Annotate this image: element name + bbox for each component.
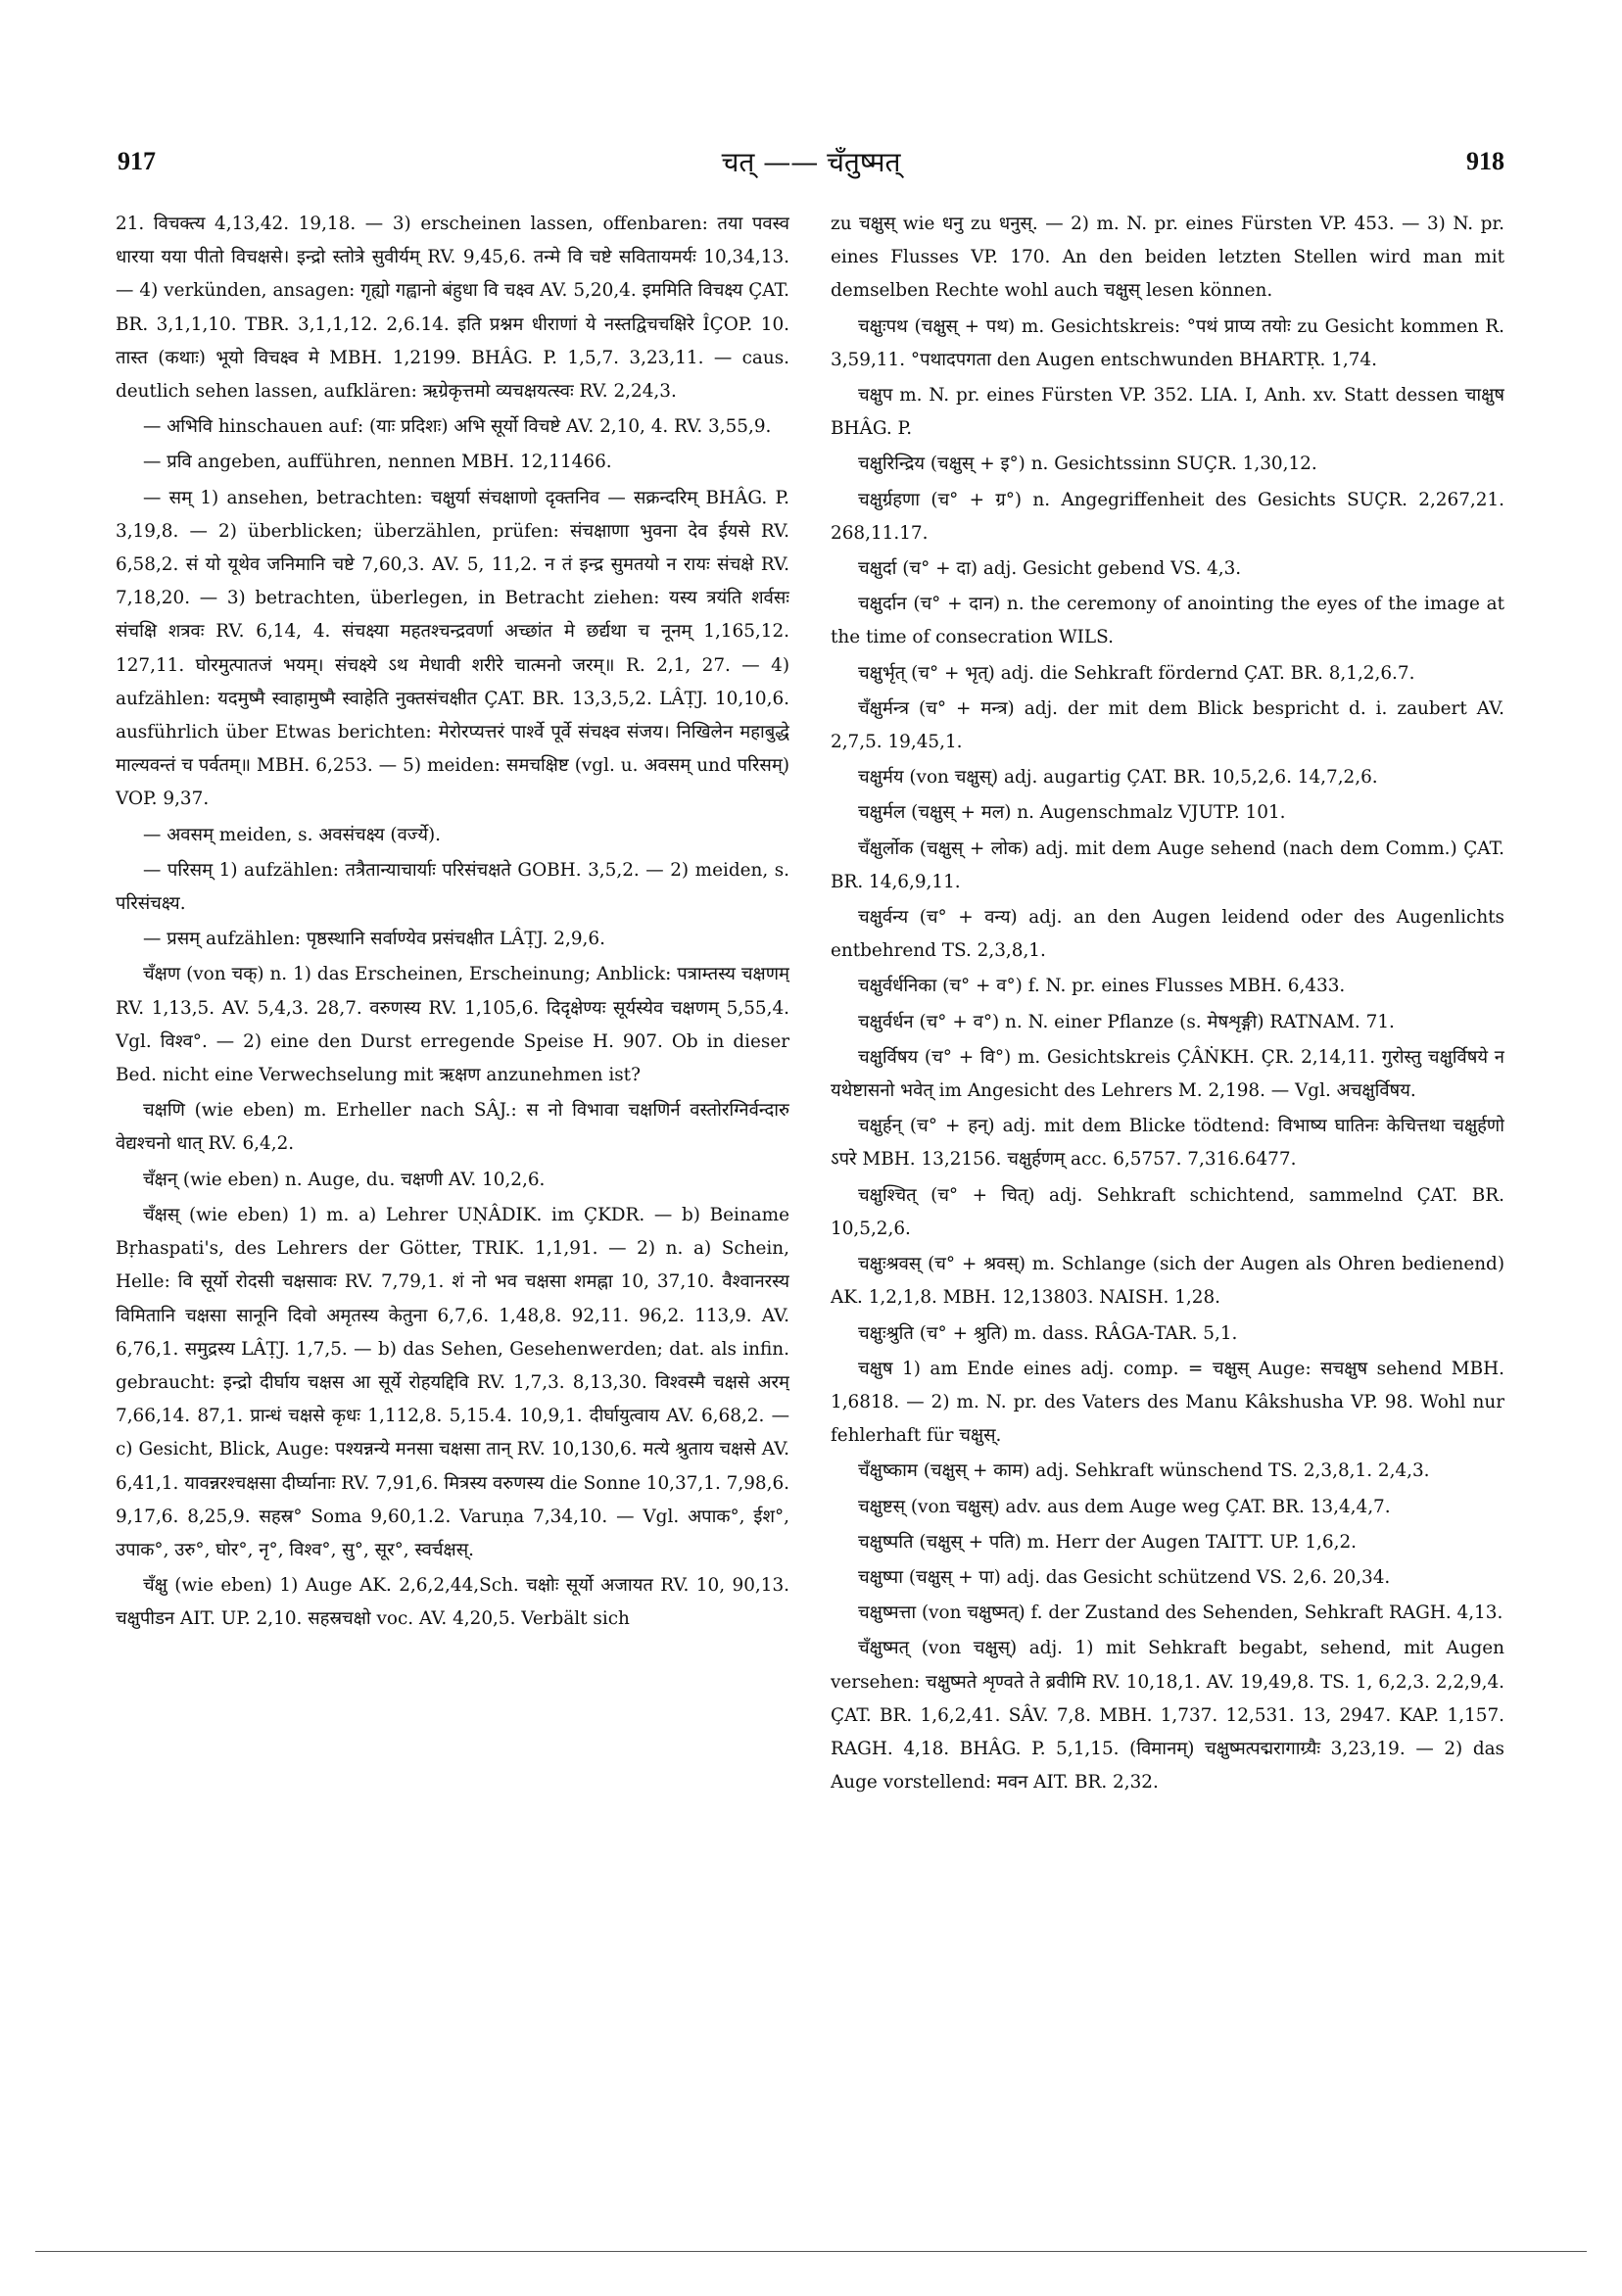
dictionary-entry: चक्षुष्मत्ता (von चक्षुष्मत्) f. der Zustand des Sehenden, Sehkraft RAGH. 4,13. (858, 1602, 1503, 1624)
dictionary-entry: चँक्षन् (wie eben) n. Auge, du. चक्षणी AV. 10,2,6. (143, 1169, 546, 1190)
dictionary-entry: चँक्षुर्लोक (चक्षुस् + लोक) adj. mit dem Auge sehend (nach dem Comm.) ÇAT. BR. 14,6,9,11. (831, 837, 1504, 892)
dictionary-entry: चक्षुर्मय (von चक्षुस्) adj. augartig ÇAT. BR. 10,5,2,6. 14,7,2,6. (858, 767, 1378, 789)
dictionary-entry: चँक्षण (von चक्) n. 1) das Erscheinen, Erscheinung; Anblick: पत्राम्तस्य चक्षणम् RV. 1,13,5. AV. 5,4,3. 28,7. वरुणस्य RV. 1,105,6. दिदृक्षेण्यः सूर्यस्येव चक्षणम् 5,55,4. Vgl. विश्व°. — 2) eine den Durst erregende Speise H. 907. Ob in dieser Bed. nicht eine Verwechselung mit ऋक्षण anzunehmen ist? (116, 964, 789, 1086)
dictionary-entry: चक्षुश्चित् (च° + चित्) adj. Sehkraft schichtend, sammelnd ÇAT. BR. 10,5,2,6. (831, 1184, 1504, 1239)
dictionary-entry: चक्षुष 1) am Ende eines adj. comp. = चक्षुस् Auge: सचक्षुष sehend MBH. 1,6818. — 2) m. N. pr. des Vaters des Manu Kâkshusha VP. 98. Wohl nur fehlerhaft für चक्षुस्. (831, 1358, 1504, 1447)
dictionary-entry: चक्षुर्विषय (च° + वि°) m. Gesichtskreis ÇÂṄKH. ÇR. 2,14,11. गुरोस्तु चक्षुर्विषये न यथेष्टासनो भवेत् im Angesicht des Lehrers M. 2,198. — Vgl. अचक्षुर्विषय. (831, 1046, 1504, 1102)
dictionary-entry: चँक्षुष्काम (चक्षुस् + काम) adj. Sehkraft wünschend TS. 2,3,8,1. 2,4,3. (858, 1460, 1430, 1482)
right-column (831, 208, 1504, 2069)
left-column (116, 208, 789, 2069)
dictionary-entry: 21. विचक्त्य 4,13,42. 19,18. — 3) erscheinen lassen, offenbaren: तया पवस्व धारया यया पीतो विचक्षसे। इन्द्रो स्तोत्रे सुवीर्यम् RV. 9,45,6. तन्मे वि चष्टे सवितायमर्यः 10,34,13. — 4) verkünden, ansagen: गृह्यो गह्वानो बंहुधा वि चक्ष्व AV. 5,20,4. इममिति विचक्ष्य ÇAT. BR. 3,1,1,10. TBR. 3,1,1,12. 2,6.14. इति प्रश्नम धीराणां ये नस्तद्विचचक्षिरे ÎÇOP. 10. तास्त (कथाः) भूयो विचक्ष्व मे MBH. 1,2199. BHÂG. P. 1,5,7. 3,23,11. — caus. deutlich sehen lassen, aufklären: ऋग्रेकृत्तमो व्यचक्षयत्स्वः RV. 2,24,3. (116, 214, 789, 403)
dictionary-entry: चँक्षुर्मन्त्र (च° + मन्त्र) adj. der mit dem Blick bespricht d. i. zaubert AV. 2,7,5. 19,45,1. (831, 697, 1504, 753)
dictionary-entry: — परिसम् 1) aufzählen: तत्रैतान्याचार्याः परिसंचक्षते GOBH. 3,5,2. — 2) meiden, s. परिसंचक्ष्य. (116, 859, 789, 915)
dictionary-entry: — अभिवि hinschauen auf: (याः प्रदिशः) अभि सूर्यो विचष्टे AV. 2,10, 4. RV. 3,55,9. (143, 416, 772, 438)
dictionary-entry: चक्षुर्ग्रहणा (च° + ग्र°) n. Angegriffenheit des Gesichts SUÇR. 2,267,21. 268,11.17. (831, 489, 1504, 544)
dictionary-entry: चक्षुप m. N. pr. eines Fürsten VP. 352. LIA. I, Anh. xv. Statt dessen चाक्षुष BHÂG. P. (831, 385, 1504, 440)
page-header (118, 147, 1504, 196)
dictionary-entry: — प्रवि angeben, aufführen, nennen MBH. 12,11466. (143, 452, 612, 473)
dictionary-entry: चक्षुःश्रुति (च° + श्रुति) m. dass. RÂGA-TAR. 5,1. (858, 1322, 1238, 1344)
dictionary-entry: चँक्षस् (wie eben) 1) m. a) Lehrer UṆÂDIK. im ÇKDR. — b) Beiname Bṛhaspati's, des Lehrers der Götter, TRIK. 1,1,91. — 2) n. a) Schein, Helle: वि सूर्यो रोदसी चक्षसावः RV. 7,79,1. शं नो भव चक्षसा शमह्ना 10, 37,10. वैश्वानरस्य विमितानि चक्षसा सानूनि दिवो अमृतस्य केतुना 6,7,6. 1,48,8. 92,11. 96,2. 113,9. AV. 6,76,1. समुद्रस्य LÂṬJ. 1,7,5. — b) das Sehen, Gesehenwerden; dat. als infin. gebraucht: इन्द्रो दीर्घाय चक्षस आ सूर्ये रोहयद्दिवि RV. 1,7,3. 8,13,30. विश्वस्मै चक्षसे अरम् 7,66,14. 87,1. प्रान्धं चक्षसे कृधः 1,112,8. 5,15.4. 10,9,1. दीर्घायुत्वाय AV. 6,68,2. — c) Gesicht, Blick, Auge: पश्यन्नन्ये मनसा चक्षसा तान् RV. 10,130,6. मत्ये श्रुताय चक्षसे AV. 6,41,1. यावन्नरश्चक्षसा दीर्घ्यानाः RV. 7,91,6. मित्रस्य वरुणस्य die Sonne 10,37,1. 7,98,6. 9,17,6. 8,25,9. सहस्र° Soma 9,60,1.2. Varuṇa 7,34,10. — Vgl. अपाक°, ईश°, उपाक°, उरु°, घोर°, नृ°, विश्व°, सु°, सूर°, स्वर्चक्षस्. (116, 1204, 789, 1560)
dictionary-entry: चक्षुर्दा (च° + दा) adj. Gesicht gebend VS. 4,3. (858, 558, 1242, 580)
dictionary-entry: zu चक्षुस् wie धनु zu धनुस्. — 2) m. N. pr. eines Fürsten VP. 453. — 3) N. pr. eines Flusses VP. 170. An den beiden letzten Stellen wird man mit demselben Rechte wohl auch चक्षुस् lesen können. (831, 214, 1504, 302)
dictionary-entry: चक्षणि (wie eben) m. Erheller nach SÂJ.: स नो विभावा चक्षणिर्न वस्तोरग्निर्वन्दारु वेद्यश्चनो धात् RV. 6,4,2. (116, 1100, 789, 1155)
page-number-right: 918 (1466, 147, 1504, 175)
dictionary-entry: चक्षुर्भृत् (च° + भृत्) adj. die Sehkraft fördernd ÇAT. BR. 8,1,2,6.7. (858, 662, 1415, 684)
dictionary-entry: चक्षुर्वर्धनिका (च° + व°) f. N. pr. eines Flusses MBH. 6,433. (858, 976, 1346, 997)
dictionary-entry: चक्षुर्मल (चक्षुस् + मल) n. Augenschmalz VJUTP. 101. (858, 802, 1286, 824)
dictionary-entry: चक्षुःश्रवस् (च° + श्रवस्) m. Schlange (sich der Augen als Ohren bedienend) AK. 1,2,1,8. MBH. 12,13803. NAISH. 1,28. (831, 1254, 1504, 1309)
dictionary-entry: चक्षुर्हन् (च° + हन्) adj. mit dem Blicke tödtend: विभाष्य घातिनः केचित्तथा चक्षुर्हणो ऽपरे MBH. 13,2156. चक्षुर्हणम् acc. 6,5757. 7,316.6477. (831, 1116, 1504, 1171)
dictionary-entry: चँक्षुष्मत् (von चक्षुस्) adj. 1) mit Sehkraft begabt, sehend, mit Augen versehen: चक्षुष्मते शृण्वते ते ब्रवीमि RV. 10,18,1. AV. 19,49,8. TS. 1, 6,2,3. 2,2,9,4. ÇAT. BR. 1,6,2,41. SÂV. 7,8. MBH. 1,737. 12,531. 13, 2947. KAP. 1,157. RAGH. 4,18. BHÂG. P. 5,1,15. (विमानम्) चक्षुष्मत्पद्मरागाग्र्यैः 3,23,19. — 2) das Auge vorstellend: मवन AIT. BR. 2,32. (831, 1638, 1504, 1794)
dictionary-entry: चक्षुःपथ (चक्षुस् + पथ) m. Gesichtskreis: °पथं प्राप्य तयोः zu Gesicht kommen R. 3,59,11. °पथादपगता den Augen entschwunden BHARTṚ. 1,74. (831, 315, 1504, 370)
dictionary-entry: — सम् 1) ansehen, betrachten: चक्षुर्या संचक्षाणो दृक्तनिव — सक्रन्दरिम् BHÂG. P. 3,19,8. — 2) überblicken; überzählen, prüfen: संचक्षाणा भुवना देव ईयसे RV. 6,58,2. सं यो यूथेव जनिमानि चष्टे 7,60,3. AV. 5, 11,2. न तं इन्द्र सुमतयो न रायः संचक्षे RV. 7,18,20. — 3) betrachten, überlegen, in Betracht ziehen: यस्य त्रयंति शर्वसः संचक्षि शत्रवः RV. 6,14, 4. संचक्ष्या महतश्चन्द्रवर्णा अच्छांत मे छर्द्यथा च नूनम् 1,165,12. 127,11. घोरमुत्पातजं भयम्। संचक्ष्ये ऽथ मेधावी शरीरे चात्मनो जरम्॥ R. 2,1, 27. — 4) aufzählen: यदमुष्मै स्वाहामुष्मै स्वाहेति नुक्तसंचक्षीत ÇAT. BR. 13,3,5,2. LÂṬJ. 10,10,6. ausführlich über Etwas berichten: मेरोरप्यत्तरं पार्श्वे पूर्वे संचक्ष्व संजय। निखिलेन महाबुद्धे माल्यवन्तं च पर्वतम्॥ MBH. 6,253. — 5) meiden: समचक्षिष्ट (vgl. u. अवसम् und परिसम्) VOP. 9,37. (116, 487, 789, 810)
dictionary-entry: चक्षुर्दान (च° + दान) n. the ceremony of anointing the eyes of the image at the time of consecration WILS. (831, 594, 1504, 648)
running-head: चत् —— चँतुष्मत् (721, 146, 901, 178)
dictionary-entry: — प्रसम् aufzählen: पृष्ठस्थानि सर्वाण्येव प्रसंचक्षीत LÂṬJ. 2,9,6. (143, 929, 605, 950)
dictionary-entry: — अवसम् meiden, s. अवसंचक्ष्य (वर्ज्ये). (143, 824, 442, 845)
page-number-left: 917 (118, 147, 156, 175)
dictionary-entry: चक्षुरिन्द्रिय (चक्षुस् + इ°) n. Gesichtssinn SUÇR. 1,30,12. (858, 454, 1317, 475)
bottom-rule (35, 2251, 1587, 2252)
dictionary-entry: चक्षुर्वन्य (च° + वन्य) adj. an den Augen leidend oder des Augenlichts entbehrend TS. 2,3,8,1. (831, 907, 1504, 962)
dictionary-entry: चँक्षु (wie eben) 1) Auge AK. 2,6,2,44,Sch. चक्षोः सूर्यो अजायत RV. 10, 90,13. चक्षुपीडन AIT. UP. 2,10. सहस्रचक्षो voc. AV. 4,20,5. Verbält sich (116, 1575, 789, 1630)
dictionary-entry: चक्षुष्पति (चक्षुस् + पति) m. Herr der Augen TAITT. UP. 1,6,2. (858, 1531, 1357, 1553)
dictionary-entry: चक्षुर्वर्धन (च° + व°) n. N. einer Pflanze (s. मेषशृङ्गी) RATNAM. 71. (858, 1011, 1395, 1032)
dictionary-entry: चक्षुष्टस् (von चक्षुस्) adv. aus dem Auge weg ÇAT. BR. 13,4,4,7. (858, 1496, 1391, 1517)
dictionary-entry: चक्षुष्पा (चक्षुस् + पा) adj. das Gesicht schützend VS. 2,6. 20,34. (858, 1566, 1391, 1588)
